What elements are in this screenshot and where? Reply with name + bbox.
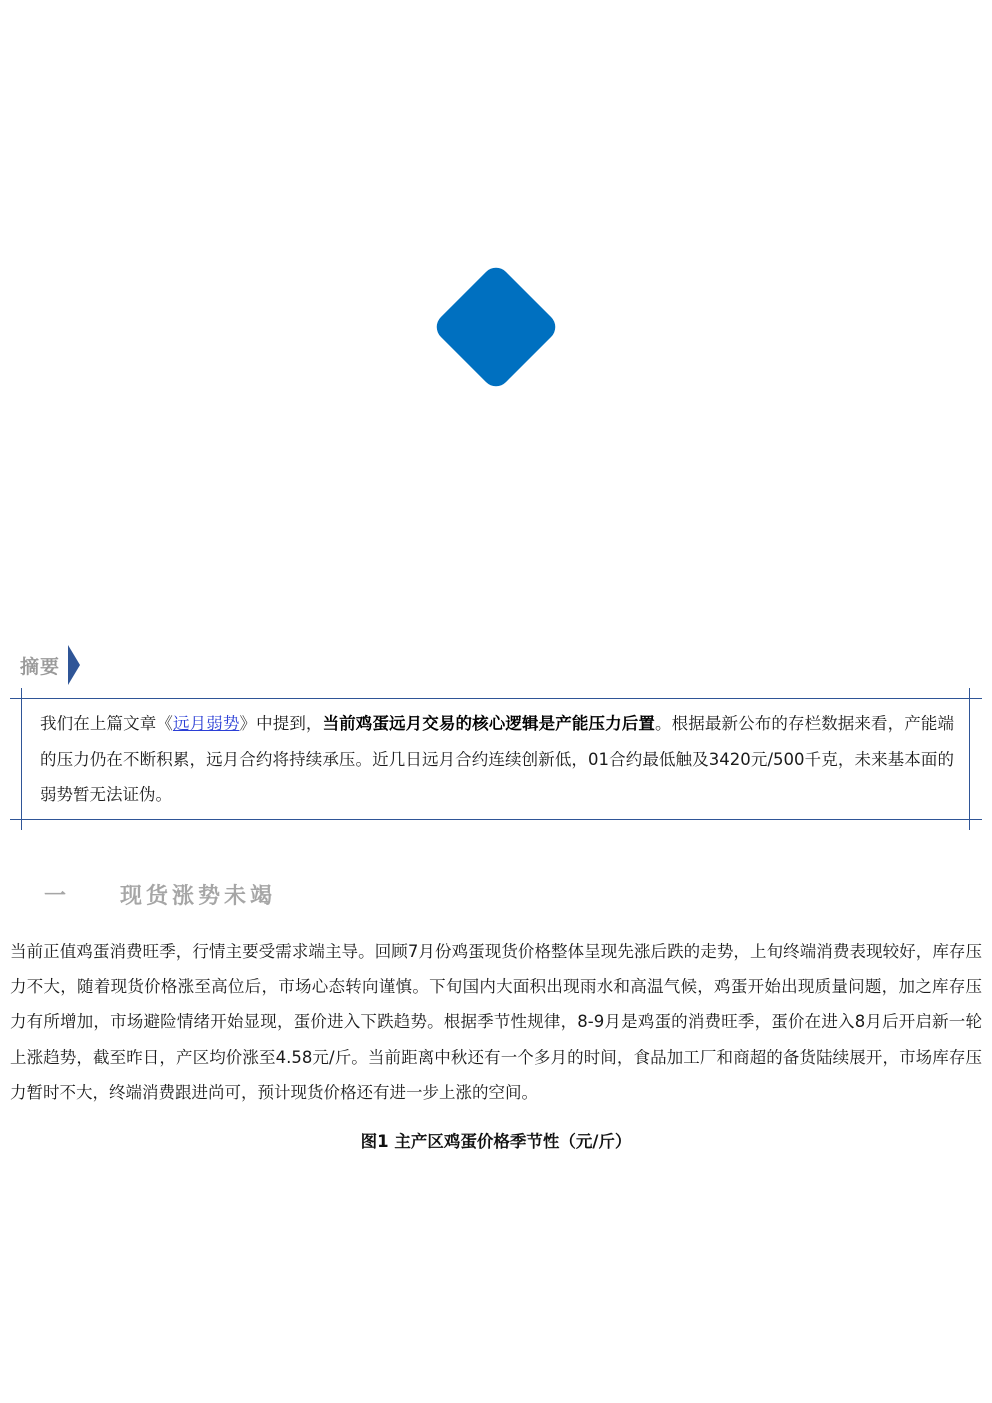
summary-text	[40, 706, 954, 813]
summary-border-top	[10, 698, 982, 699]
summary-text-part: 》中提到，	[239, 714, 323, 733]
article-link[interactable]: 远月弱势	[172, 714, 240, 733]
summary-title: 摘要	[20, 655, 61, 678]
figure-caption: 图1 主产区鸡蛋价格季节性（元/斤）	[360, 1132, 632, 1151]
summary-text-part: 。根据最新公布的存栏数据来看，产能端的压力仍在不断积累，远月合约将持续承压。近几日远月合约连续创新低，01合约最低触及3420元/500千克，未来基本面的弱势暂无法证伪。	[40, 714, 955, 804]
section-title: 现货涨势未竭	[120, 883, 277, 909]
summary-heading	[20, 644, 80, 686]
summary-border-bottom	[10, 819, 982, 820]
summary-border-left	[21, 688, 22, 830]
logo-diamond-shape	[431, 262, 561, 392]
section-number: 一	[44, 883, 67, 909]
company-logo-diamond	[424, 255, 568, 399]
summary-text-part: 我们在上篇文章《	[40, 714, 173, 733]
chevron-right-icon	[68, 645, 80, 685]
summary-box	[10, 688, 982, 830]
section-heading	[44, 874, 276, 914]
summary-border-right	[969, 688, 970, 830]
summary-key-point: 当前鸡蛋远月交易的核心逻辑是产能压力后置	[322, 714, 655, 733]
section-paragraph: 当前正值鸡蛋消费旺季，行情主要受需求端主导。回顾7月份鸡蛋现货价格整体呈现先涨后跌的走势，上旬终端消费表现较好，库存压力不大，随着现货价格涨至高位后，市场心态转向谨慎。下旬国内大面积出现雨水和高温气候，鸡蛋开始出现质量问题，加之库存压力有所增加，市场避险情绪开始显现，蛋价进入下跌趋势。根据季节性规律，8-9月是鸡蛋的消费旺季，蛋价在进入8月后开启新一轮上涨趋势，截至昨日，产区均价涨至4.58元/斤。当前距离中秋还有一个多月的时间，食品加工厂和商超的备货陆续展开，市场库存压力暂时不大，终端消费跟进尚可，预计现货价格还有进一步上涨的空间。	[10, 942, 982, 1102]
